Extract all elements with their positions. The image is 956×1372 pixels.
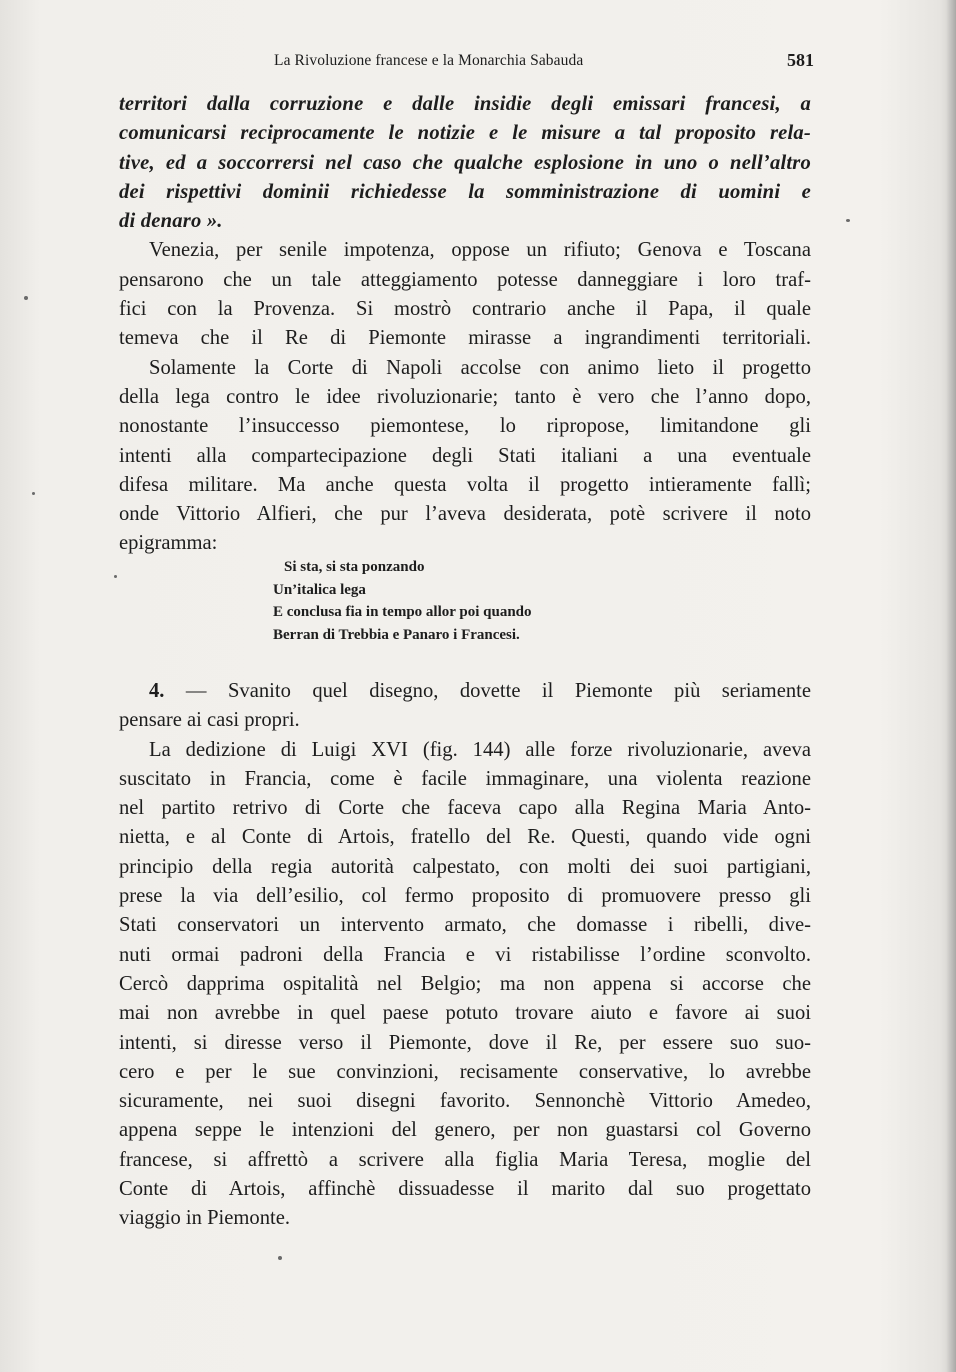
quote-line: di denaro ».: [119, 210, 223, 233]
scan-speck: [846, 219, 850, 222]
page-number: 581: [787, 50, 814, 70]
text-line: appena seppe le intenzioni del genero, per non guastarsi col Governo: [119, 1119, 811, 1142]
quote-block: [119, 90, 811, 236]
text-line: pensare ai casi propri.: [119, 709, 300, 732]
text-line: nonostante l’insuccesso piemontese, lo ripropose, limitandone gli: [119, 415, 811, 438]
scan-speck: [32, 492, 35, 495]
text-line: nietta, e al Conte di Artois, fratello del Re. Questi, quando vide ogni: [119, 826, 811, 849]
section-number: 4.: [149, 680, 165, 702]
text-line: intenti, si diresse verso il Piemonte, dove il Re, per essere suo suo-: [119, 1031, 811, 1054]
text-line: onde Vittorio Alfieri, che pur l’aveva desiderata, potè scrivere il noto: [119, 503, 811, 526]
text-line: della lega contro le idee rivoluzionarie; tanto è vero che l’anno dopo,: [119, 385, 811, 408]
scan-speck: [114, 575, 117, 578]
text-line: epigramma:: [119, 532, 218, 555]
text-line: principio della regia autorità calpestato, con molti dei suoi partigiani,: [119, 855, 811, 878]
main-text-block: [119, 90, 811, 559]
quote-line: dei rispettivi dominii richiedesse la somministrazione di uomini e: [119, 180, 811, 203]
poem-line: Si sta, si sta ponzando: [284, 559, 425, 575]
alfieri-epigram: [273, 556, 532, 646]
section-4: [119, 677, 811, 1234]
text-line: difesa militare. Ma anche questa volta il progetto intieramente fallì;: [119, 473, 811, 496]
page-edge-shadow: [946, 0, 956, 1372]
quote-line: tive, ed a soccorrersi nel caso che qualche esplosione in uno o nell’altro: [119, 151, 811, 174]
poem-line: Un’italica lega: [273, 581, 366, 598]
text-line: Conte di Artois, affinchè dissuadesse il marito dal suo progettato: [119, 1178, 811, 1201]
scan-speck: [278, 1256, 282, 1260]
running-title: La Rivoluzione francese e la Monarchia Sabauda: [274, 52, 584, 69]
scan-speck: [24, 296, 28, 300]
paragraph-venezia: [119, 236, 811, 353]
text-line: fici con la Provenza. Si mostrò contrario anche il Papa, il quale: [119, 298, 811, 321]
poem-line: Berran di Trebbia e Panaro i Francesi.: [273, 626, 520, 643]
text-line: pensarono che un tale atteggiamento potesse danneggiare i loro traf-: [119, 268, 811, 291]
text-line: Solamente la Corte di Napoli accolse con animo lieto il progetto: [149, 356, 811, 379]
quote-line: territori dalla corruzione e dalle insidie degli emissari francesi, a: [119, 93, 811, 115]
section-heading-line: [119, 677, 811, 706]
text-line: intenti alla compartecipazione degli Stati italiani a una eventuale: [119, 444, 811, 467]
text-line: Venezia, per senile impotenza, oppose un rifiuto; Genova e Toscana: [149, 239, 811, 262]
text-line: prese la via dell’esilio, col fermo proposito di promuovere presso gli: [119, 885, 811, 908]
text-line: nuti ormai padroni della Francia e vi ristabilisse l’ordine sconvolto.: [119, 943, 811, 966]
page-header: [120, 50, 814, 74]
text-line: suscitato in Francia, come è facile immaginare, una violenta reazione: [119, 767, 811, 790]
text-line: temeva che il Re di Piemonte mirasse a ingrandimenti territoriali.: [119, 327, 811, 350]
text-line: viaggio in Piemonte.: [119, 1207, 291, 1230]
text-line: mai non avrebbe in quel paese potuto trovare aiuto e favore ai suoi: [119, 1002, 811, 1025]
text-line: Stati conservatori un intervento armato, che domasse i ribelli, dive-: [119, 914, 811, 937]
text-line: francese, si affrettò a scrivere alla figlia Maria Teresa, moglie del: [119, 1148, 811, 1171]
section-first-line: — Svanito quel disegno, dovette il Piemonte più seriamente: [185, 680, 811, 702]
poem-line: E conclusa fia in tempo allor poi quando: [273, 604, 532, 620]
text-line: nel partito retrivo di Corte che faceva capo alla Regina Maria Anto-: [119, 797, 811, 820]
text-line: Cercò dapprima ospitalità nel Belgio; ma non appena si accorse che: [119, 972, 811, 995]
text-line: cero e per le sue convinzioni, recisamente conservative, lo avrebbe: [119, 1060, 811, 1083]
text-line: La dedizione di Luigi XVI (fig. 144) alle forze rivoluzionarie, aveva: [149, 738, 811, 761]
text-line: sicuramente, nei suoi disegni favorito. Sennonchè Vittorio Amedeo,: [119, 1090, 811, 1113]
paragraph-napoli: [119, 354, 811, 559]
quote-line: comunicarsi reciprocamente le notizie e le misure a tal proposito rela-: [119, 122, 811, 145]
